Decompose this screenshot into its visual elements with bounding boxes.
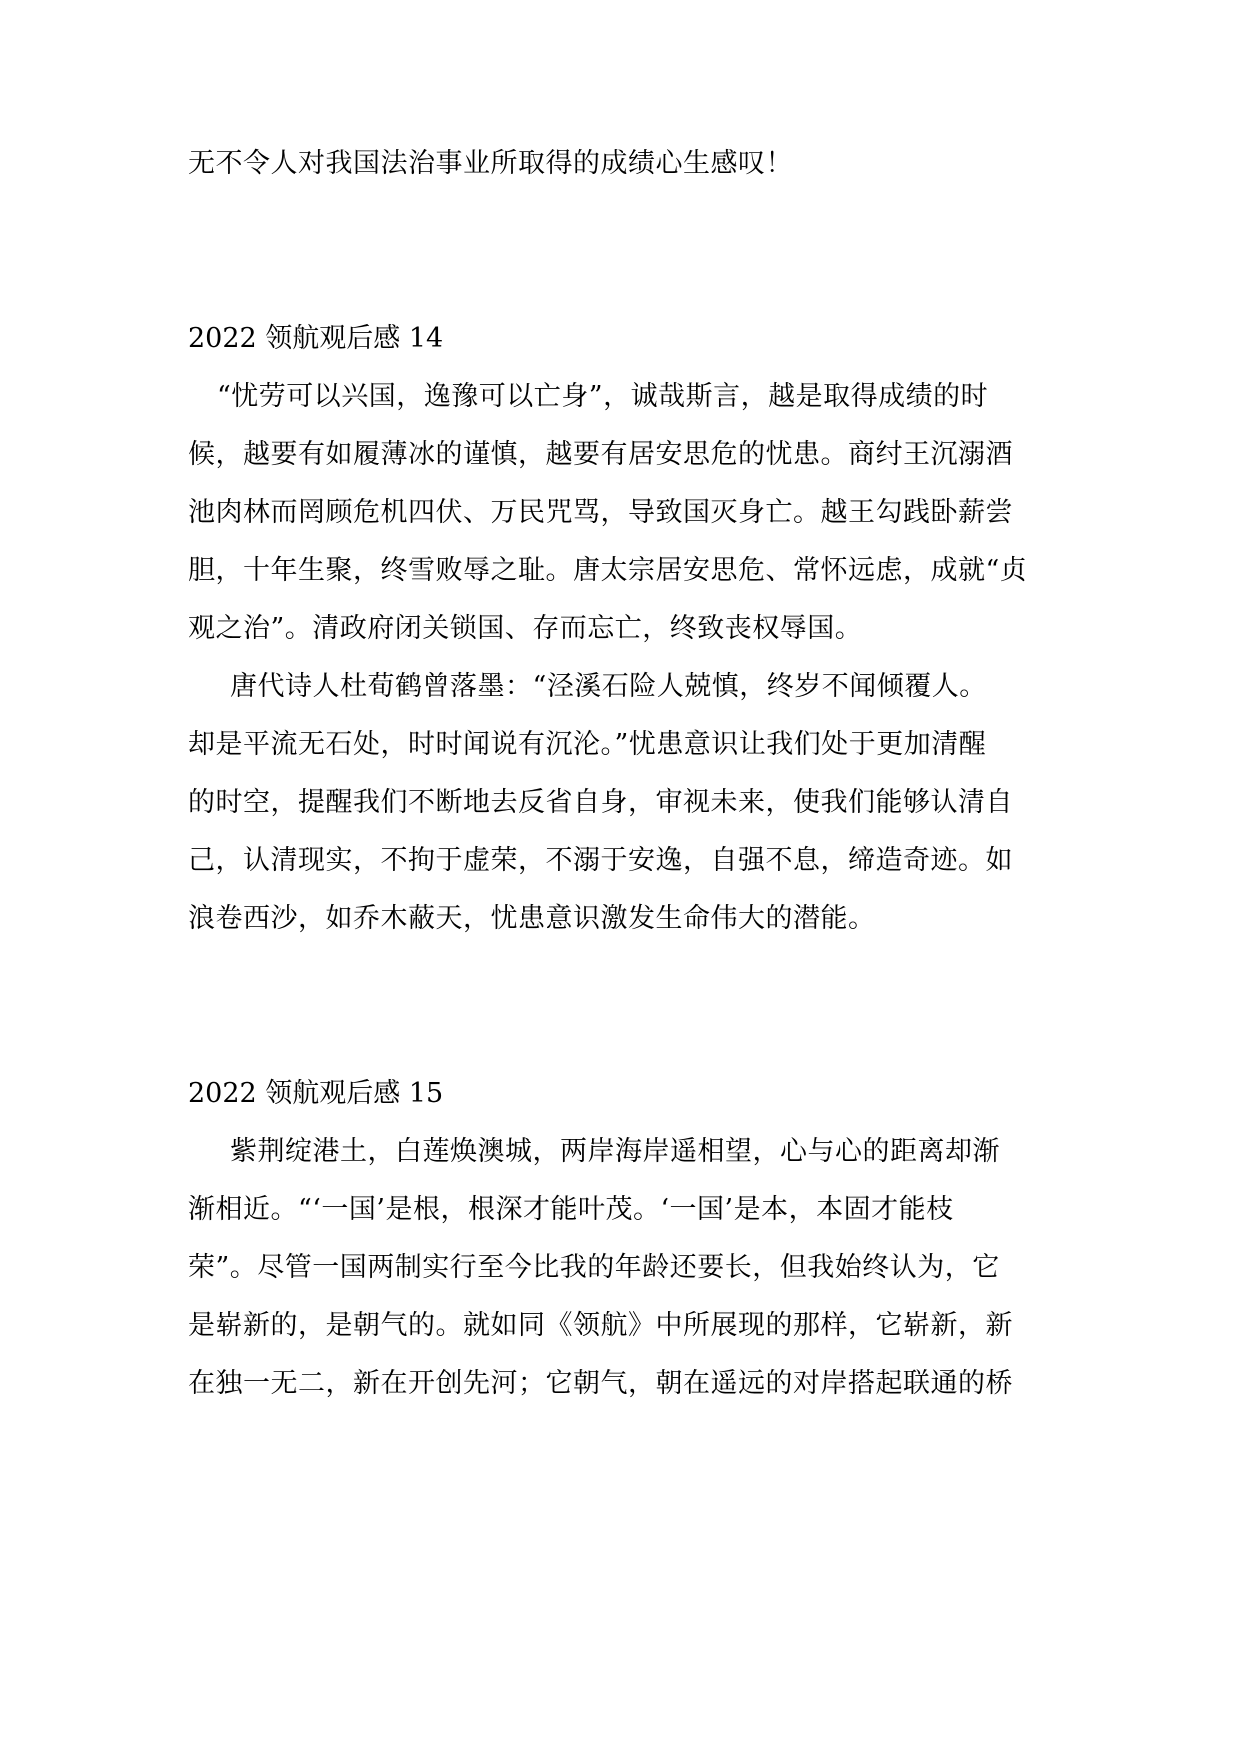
paragraph-line: 观之治”。清政府闭关锁国、存而忘亡，终致丧权辱国。 xyxy=(188,613,863,644)
paragraph-line: 胆，十年生聚，终雪败辱之耻。唐太宗居安思危、常怀远虑，成就“贞 xyxy=(188,555,1028,586)
paragraph-line: 浪卷西沙，如乔木蔽天，忧患意识激发生命伟大的潜能。 xyxy=(188,903,876,934)
paragraph-line: 候，越要有如履薄冰的谨慎，越要有居安思危的忧患。商纣王沉溺酒 xyxy=(188,439,1013,470)
paragraph-line: 在独一无二，新在开创先河；它朝气，朝在遥远的对岸搭起联通的桥 xyxy=(188,1368,1013,1399)
paragraph-line: 却是平流无石处，时时闻说有沉沦。”忧患意识让我们处于更加清醒 xyxy=(188,729,987,760)
section-heading: 2022 领航观后感 14 xyxy=(188,323,444,354)
paragraph-line: 是崭新的，是朝气的。就如同《领航》中所展现的那样，它崭新，新 xyxy=(188,1310,1013,1341)
paragraph-line: 荣”。尽管一国两制实行至今比我的年龄还要长，但我始终认为，它 xyxy=(188,1252,1000,1283)
paragraph-line: 唐代诗人杜荀鹤曾落墨：“泾溪石险人兢慎，终岁不闻倾覆人。 xyxy=(230,671,987,702)
paragraph-line: 渐相近。“‘一国’是根，根深才能叶茂。‘一国’是本，本固才能枝 xyxy=(188,1194,954,1225)
paragraph-line: 己，认清现实，不拘于虚荣，不溺于安逸，自强不息，缔造奇迹。如 xyxy=(188,845,1013,876)
section-heading: 2022 领航观后感 15 xyxy=(188,1078,444,1109)
paragraph-line: 无不令人对我国法治事业所取得的成绩心生感叹！ xyxy=(188,148,793,179)
paragraph-line: “忧劳可以兴国，逸豫可以亡身”，诚哉斯言，越是取得成绩的时 xyxy=(217,381,989,412)
paragraph-line: 的时空，提醒我们不断地去反省自身，审视未来，使我们能够认清自 xyxy=(188,787,1013,818)
paragraph-line: 池肉林而罔顾危机四伏、万民咒骂，导致国灭身亡。越王勾践卧薪尝 xyxy=(188,497,1013,528)
paragraph-line: 紫荆绽港土，白莲焕澳城，两岸海岸遥相望，心与心的距离却渐 xyxy=(230,1136,1000,1167)
